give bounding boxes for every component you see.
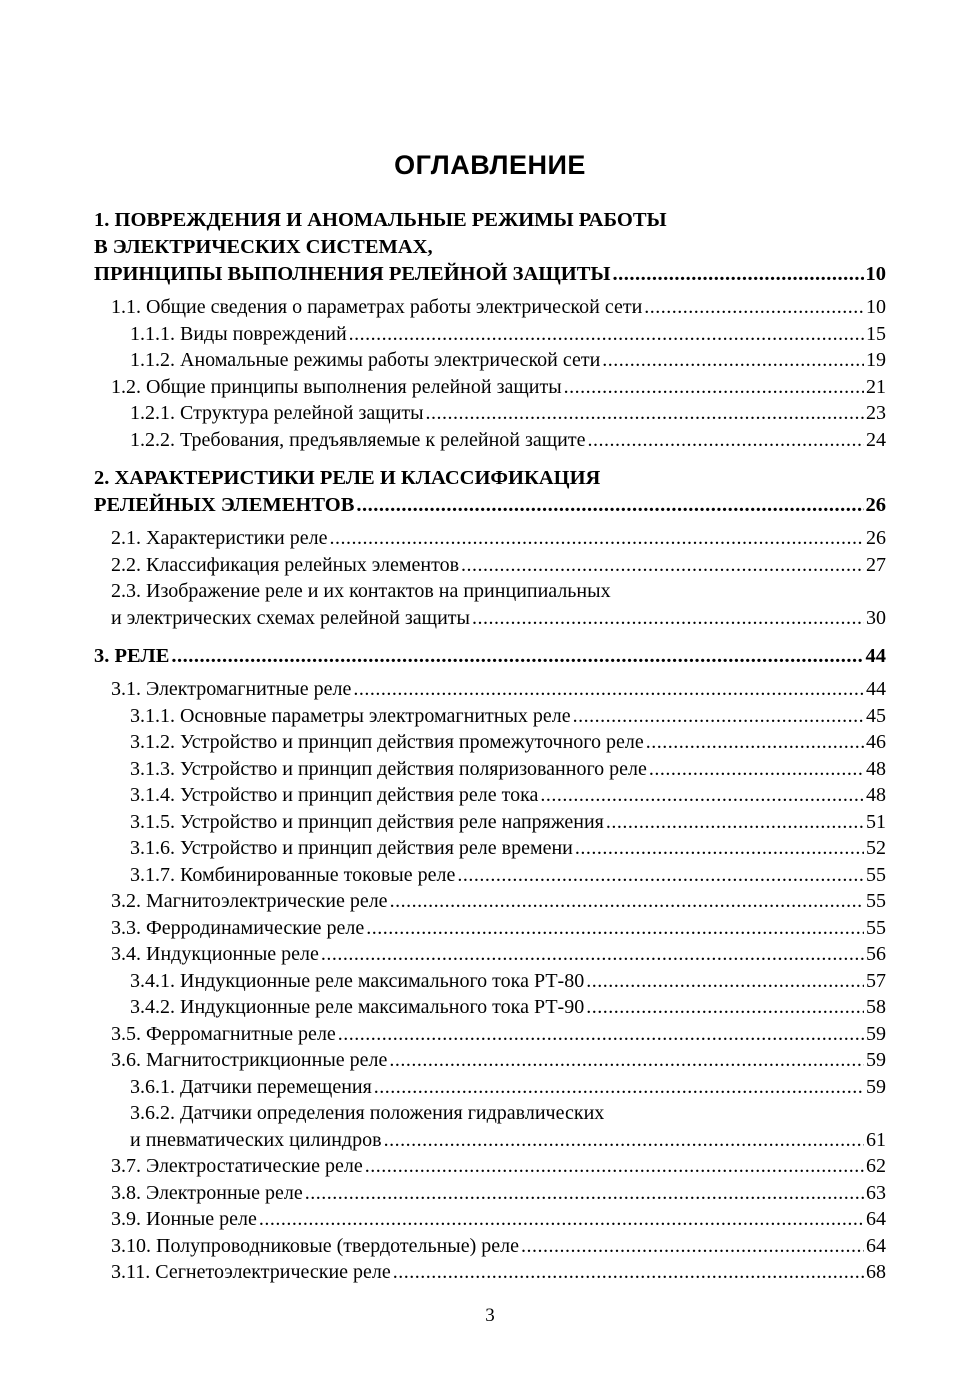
section-entry[interactable] — [94, 915, 886, 942]
dot-leader — [338, 1021, 864, 1048]
subsection-entry-page-number: 45 — [866, 704, 886, 727]
section-entry-title: 3.6. Магнитострикционные реле — [111, 1049, 388, 1071]
chapter-heading-page-number: 26 — [865, 494, 886, 516]
chapter-heading-title: ПРИНЦИПЫ ВЫПОЛНЕНИЯ РЕЛЕЙНОЙ ЗАЩИТЫ — [94, 263, 611, 285]
section-entry-page-number: 21 — [866, 375, 886, 398]
section-entry[interactable] — [94, 578, 886, 631]
subsection-entry-title: 1.2.2. Требования, предъявляемые к релейной защите — [130, 428, 586, 451]
subsection-entry-leader-row — [130, 321, 886, 348]
section-entry-leader-row — [111, 1180, 886, 1207]
dot-leader — [586, 968, 864, 995]
subsection-entry-title: 1.1.2. Аномальные режимы работы электрической сети — [130, 349, 601, 371]
section-entry-leader-row — [111, 1259, 886, 1286]
section-entry[interactable] — [94, 1259, 886, 1286]
dot-leader — [457, 862, 864, 889]
subsection-entry[interactable] — [94, 968, 886, 995]
section-entry-page-number: 26 — [866, 527, 886, 549]
section-entry[interactable] — [94, 1233, 886, 1260]
chapter-heading-title-line: В ЭЛЕКТРИЧЕСКИХ СИСТЕМАХ, — [94, 236, 433, 258]
section-entry[interactable] — [94, 941, 886, 968]
dot-leader — [613, 261, 864, 288]
section-entry-leader-row — [111, 374, 886, 401]
subsection-entry[interactable] — [94, 400, 886, 427]
subsection-entry-title: 3.6.1. Датчики перемещения — [130, 1075, 372, 1098]
subsection-entry-leader-row — [130, 729, 886, 756]
subsection-entry-leader-row — [130, 400, 886, 427]
subsection-entry-leader-row — [130, 1074, 886, 1101]
section-entry-page-number: 30 — [866, 606, 886, 629]
subsection-entry-title: 3.1.4. Устройство и принцип действия реле тока — [130, 784, 539, 806]
dot-leader — [472, 605, 864, 632]
chapter-heading-title-line: 1. ПОВРЕЖДЕНИЯ И АНОМАЛЬНЫЕ РЕЖИМЫ РАБОТЫ — [94, 209, 667, 231]
dot-leader — [649, 756, 864, 783]
subsection-entry[interactable] — [94, 809, 886, 836]
chapter-heading-leader-row — [94, 261, 886, 288]
subsection-entry-page-number: 52 — [866, 837, 886, 859]
chapter-heading-leader-row — [94, 492, 886, 519]
subsection-entry-title: 3.1.7. Комбинированные токовые реле — [130, 863, 456, 886]
section-entry-title: 3.2. Магнитоэлектрические реле — [111, 890, 388, 912]
subsection-entry[interactable] — [94, 756, 886, 783]
section-entry-page-number: 62 — [866, 1155, 886, 1177]
subsection-entry-page-number: 48 — [866, 757, 886, 780]
section-entry[interactable] — [94, 1153, 886, 1180]
section-entry-page-number: 64 — [866, 1208, 886, 1230]
subsection-entry-title: и пневматических цилиндров — [130, 1128, 382, 1151]
subsection-entry-leader-row — [130, 1127, 886, 1154]
section-entry-page-number: 10 — [866, 296, 886, 318]
section-entry-leader-row — [111, 1206, 886, 1233]
dot-leader — [356, 492, 863, 519]
section-entry-leader-row — [111, 552, 886, 579]
page-number: 3 — [485, 1305, 495, 1326]
dot-leader — [384, 1127, 864, 1154]
section-entry-leader-row — [111, 294, 886, 321]
section-entry-title-line: 2.3. Изображение реле и их контактов на принципиальных — [111, 580, 611, 602]
subsection-entry-title: 3.4.2. Индукционные реле максимального тока РТ-90 — [130, 996, 585, 1018]
subsection-entry-title: 1.2.1. Структура релейной защиты — [130, 402, 424, 424]
section-entry-title: 1.1. Общие сведения о параметрах работы электрической сети — [111, 296, 643, 318]
section-entry-page-number: 59 — [866, 1022, 886, 1045]
section-entry-leader-row — [111, 1233, 886, 1260]
subsection-entry-page-number: 19 — [866, 349, 886, 371]
chapter-heading-page-number: 44 — [865, 645, 886, 667]
subsection-entry[interactable] — [94, 729, 886, 756]
section-entry-page-number: 44 — [866, 678, 886, 700]
section-entry-leader-row — [111, 676, 886, 703]
subsection-entry-title: 3.1.3. Устройство и принцип действия поляризованного реле — [130, 757, 647, 780]
subsection-entry[interactable] — [94, 1100, 886, 1153]
section-entry-page-number: 55 — [866, 916, 886, 939]
subsection-entry[interactable] — [94, 703, 886, 730]
dot-leader — [329, 525, 864, 552]
subsection-entry-title-line: 3.6.2. Датчики определения положения гидравлических — [130, 1102, 605, 1124]
subsection-entry-page-number: 48 — [866, 784, 886, 806]
section-entry-title: 3.3. Ферродинамические реле — [111, 916, 365, 939]
section-entry-page-number: 55 — [866, 890, 886, 912]
dot-leader — [426, 400, 864, 427]
section-entry-page-number: 59 — [866, 1049, 886, 1071]
section-entry-title: 3.8. Электронные реле — [111, 1181, 303, 1204]
subsection-entry-leader-row — [130, 835, 886, 862]
dot-leader — [305, 1180, 864, 1207]
subsection-entry-title: 3.1.5. Устройство и принцип действия реле напряжения — [130, 810, 604, 833]
subsection-entry[interactable] — [94, 347, 886, 374]
dot-leader — [389, 1047, 864, 1074]
dot-leader — [321, 941, 864, 968]
subsection-entry-leader-row — [130, 809, 886, 836]
section-entry[interactable] — [94, 888, 886, 915]
dot-leader — [374, 1074, 864, 1101]
chapter-heading[interactable] — [94, 465, 886, 519]
section-entry-page-number: 63 — [866, 1181, 886, 1204]
subsection-entry-page-number: 58 — [866, 996, 886, 1018]
section-entry[interactable] — [94, 552, 886, 579]
page-title: ОГЛАВЛЕНИЕ — [394, 150, 586, 180]
section-entry-title: 3.9. Ионные реле — [111, 1208, 257, 1230]
chapter-heading-title: РЕЛЕЙНЫХ ЭЛЕМЕНТОВ — [94, 494, 355, 516]
chapter-heading-title-line: 2. ХАРАКТЕРИСТИКИ РЕЛЕ И КЛАССИФИКАЦИЯ — [94, 467, 601, 489]
section-entry-page-number: 27 — [866, 553, 886, 576]
section-entry-leader-row — [111, 1047, 886, 1074]
dot-leader — [390, 888, 864, 915]
section-entry-title: 3.11. Сегнетоэлектрические реле — [111, 1261, 391, 1283]
section-entry[interactable] — [94, 525, 886, 552]
section-entry[interactable] — [94, 676, 886, 703]
subsection-entry-title: 3.1.2. Устройство и принцип действия промежуточного реле — [130, 731, 644, 753]
subsection-entry[interactable] — [94, 782, 886, 809]
subsection-entry-leader-row — [130, 862, 886, 889]
dot-leader — [365, 1153, 864, 1180]
dot-leader — [521, 1233, 864, 1260]
table-of-contents — [94, 207, 886, 1286]
section-entry-leader-row — [111, 1021, 886, 1048]
section-entry-leader-row — [111, 605, 886, 632]
subsection-entry-leader-row — [130, 968, 886, 995]
subsection-entry-leader-row — [130, 994, 886, 1021]
dot-leader — [171, 643, 863, 670]
section-entry-leader-row — [111, 941, 886, 968]
subsection-entry-leader-row — [130, 756, 886, 783]
dot-leader — [586, 994, 864, 1021]
dot-leader — [644, 294, 864, 321]
subsection-entry[interactable] — [94, 994, 886, 1021]
subsection-entry-page-number: 57 — [866, 969, 886, 992]
dot-leader — [575, 835, 864, 862]
subsection-entry-title: 3.1.6. Устройство и принцип действия реле времени — [130, 837, 573, 859]
dot-leader — [393, 1259, 864, 1286]
subsection-entry[interactable] — [94, 427, 886, 454]
chapter-heading-page-number: 10 — [865, 263, 886, 285]
dot-leader — [349, 321, 864, 348]
section-entry[interactable] — [94, 374, 886, 401]
section-entry[interactable] — [94, 1206, 886, 1233]
subsection-entry-leader-row — [130, 347, 886, 374]
section-entry-page-number: 56 — [866, 943, 886, 965]
section-entry-title: 3.5. Ферромагнитные реле — [111, 1022, 336, 1045]
subsection-entry-page-number: 61 — [866, 1128, 886, 1151]
section-entry-title: 2.2. Классификация релейных элементов — [111, 553, 460, 576]
section-entry-title: 2.1. Характеристики реле — [111, 527, 328, 549]
section-entry-title: и электрических схемах релейной защиты — [111, 606, 470, 629]
dot-leader — [646, 729, 864, 756]
subsection-entry[interactable] — [94, 1074, 886, 1101]
subsection-entry-page-number: 15 — [866, 322, 886, 345]
dot-leader — [353, 676, 864, 703]
subsection-entry-page-number: 59 — [866, 1075, 886, 1098]
dot-leader — [587, 427, 864, 454]
chapter-heading[interactable] — [94, 643, 886, 670]
section-entry-leader-row — [111, 915, 886, 942]
section-entry-title: 3.7. Электростатические реле — [111, 1155, 363, 1177]
subsection-entry-title: 3.1.1. Основные параметры электромагнитных реле — [130, 704, 571, 727]
section-entry[interactable] — [94, 1180, 886, 1207]
dot-leader — [606, 809, 864, 836]
section-entry[interactable] — [94, 1047, 886, 1074]
section-entry-page-number: 64 — [866, 1234, 886, 1257]
section-entry-leader-row — [111, 888, 886, 915]
subsection-entry-leader-row — [130, 427, 886, 454]
dot-leader — [366, 915, 864, 942]
subsection-entry-title: 3.4.1. Индукционные реле максимального тока РТ-80 — [130, 969, 585, 992]
subsection-entry-page-number: 55 — [866, 863, 886, 886]
dot-leader — [540, 782, 864, 809]
subsection-entry[interactable] — [94, 321, 886, 348]
section-entry[interactable] — [94, 294, 886, 321]
subsection-entry[interactable] — [94, 862, 886, 889]
section-entry-title: 1.2. Общие принципы выполнения релейной защиты — [111, 375, 562, 398]
subsection-entry-page-number: 46 — [866, 731, 886, 753]
subsection-entry-leader-row — [130, 782, 886, 809]
dot-leader — [602, 347, 864, 374]
section-entry[interactable] — [94, 1021, 886, 1048]
section-entry-title: 3.4. Индукционные реле — [111, 943, 319, 965]
subsection-entry[interactable] — [94, 835, 886, 862]
dot-leader — [573, 703, 864, 730]
subsection-entry-page-number: 24 — [866, 428, 886, 451]
dot-leader — [564, 374, 864, 401]
section-entry-title: 3.1. Электромагнитные реле — [111, 678, 352, 700]
subsection-entry-page-number: 23 — [866, 402, 886, 424]
chapter-heading-leader-row — [94, 643, 886, 670]
section-entry-leader-row — [111, 1153, 886, 1180]
section-entry-title: 3.10. Полупроводниковые (твердотельные) реле — [111, 1234, 520, 1257]
subsection-entry-page-number: 51 — [866, 810, 886, 833]
subsection-entry-leader-row — [130, 703, 886, 730]
subsection-entry-title: 1.1.1. Виды повреждений — [130, 322, 347, 345]
chapter-heading-title: 3. РЕЛЕ — [94, 645, 170, 667]
dot-leader — [461, 552, 864, 579]
dot-leader — [259, 1206, 864, 1233]
section-entry-leader-row — [111, 525, 886, 552]
chapter-heading[interactable] — [94, 207, 886, 288]
section-entry-page-number: 68 — [866, 1261, 886, 1283]
